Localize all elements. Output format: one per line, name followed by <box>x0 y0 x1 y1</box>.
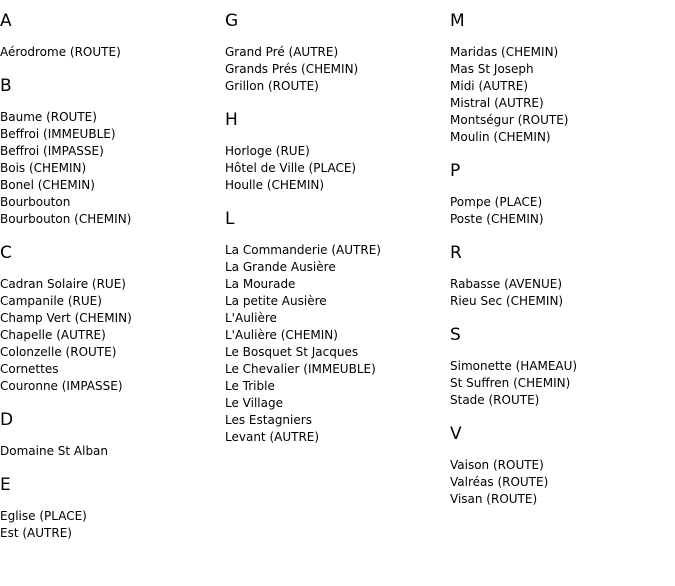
street-entry[interactable]: Cornettes <box>0 362 59 376</box>
street-entry[interactable]: Midi (AUTRE) <box>450 79 529 93</box>
street-entry[interactable]: La Grande Ausière <box>225 260 336 274</box>
street-entry[interactable]: St Suffren (CHEMIN) <box>450 376 571 390</box>
street-entry[interactable]: Montségur (ROUTE) <box>450 113 569 127</box>
street-entry[interactable]: La Commanderie (AUTRE) <box>225 243 381 257</box>
letter-heading-l: L <box>225 209 235 229</box>
street-entry[interactable]: Baume (ROUTE) <box>0 110 97 124</box>
street-entry[interactable]: L'Aulière <box>225 311 277 325</box>
entry-list-b <box>0 109 220 228</box>
street-entry[interactable]: Bourbouton <box>0 195 71 209</box>
entry-list-v <box>450 457 670 508</box>
street-entry[interactable]: Rabasse (AVENUE) <box>450 277 563 291</box>
letter-group-c <box>0 242 220 395</box>
entry-list-l <box>225 242 445 446</box>
letter-heading-a: A <box>0 11 12 31</box>
letter-group-d <box>0 409 220 460</box>
street-entry[interactable]: Bois (CHEMIN) <box>0 161 87 175</box>
entry-list-e <box>0 508 220 542</box>
letter-group-r <box>450 242 670 310</box>
street-entry[interactable]: Le Village <box>225 396 283 410</box>
street-entry[interactable]: Le Chevalier (IMMEUBLE) <box>225 362 376 376</box>
letter-heading-h: H <box>225 110 238 130</box>
street-entry[interactable]: Champ Vert (CHEMIN) <box>0 311 132 325</box>
index-column-3 <box>450 10 670 522</box>
street-entry[interactable]: La Mourade <box>225 277 296 291</box>
street-entry[interactable]: Beffroi (IMPASSE) <box>0 144 104 158</box>
entry-list-c <box>0 276 220 395</box>
street-entry[interactable]: Stade (ROUTE) <box>450 393 540 407</box>
letter-heading-c: C <box>0 243 12 263</box>
entry-list-r <box>450 276 670 310</box>
street-entry[interactable]: Moulin (CHEMIN) <box>450 130 551 144</box>
street-entry[interactable]: Maridas (CHEMIN) <box>450 45 559 59</box>
entry-list-a <box>0 44 220 61</box>
entry-list-d <box>0 443 220 460</box>
letter-heading-b: B <box>0 76 12 96</box>
street-entry[interactable]: Grillon (ROUTE) <box>225 79 319 93</box>
street-entry[interactable]: Bourbouton (CHEMIN) <box>0 212 132 226</box>
street-entry[interactable]: Beffroi (IMMEUBLE) <box>0 127 116 141</box>
letter-heading-p: P <box>450 161 461 181</box>
street-entry[interactable]: Simonette (HAMEAU) <box>450 359 578 373</box>
letter-group-s <box>450 324 670 409</box>
street-entry[interactable]: Hôtel de Ville (PLACE) <box>225 161 357 175</box>
letter-group-h <box>225 109 445 194</box>
street-entry[interactable]: Les Estagniers <box>225 413 312 427</box>
street-entry[interactable]: Le Bosquet St Jacques <box>225 345 359 359</box>
street-entry[interactable]: Grand Pré (AUTRE) <box>225 45 339 59</box>
letter-heading-m: M <box>450 11 465 31</box>
street-entry[interactable]: Chapelle (AUTRE) <box>0 328 106 342</box>
street-entry[interactable]: Pompe (PLACE) <box>450 195 543 209</box>
street-entry[interactable]: Mas St Joseph <box>450 62 534 76</box>
street-entry[interactable]: Eglise (PLACE) <box>0 509 87 523</box>
street-entry[interactable]: Vaison (ROUTE) <box>450 458 544 472</box>
letter-group-a <box>0 10 220 61</box>
entry-list-h <box>225 143 445 194</box>
street-entry[interactable]: Est (AUTRE) <box>0 526 72 540</box>
letter-group-m <box>450 10 670 146</box>
letter-group-v <box>450 423 670 508</box>
letter-group-p <box>450 160 670 228</box>
entry-list-s <box>450 358 670 409</box>
street-entry[interactable]: Campanile (RUE) <box>0 294 102 308</box>
index-column-2 <box>225 10 445 460</box>
entry-list-g <box>225 44 445 95</box>
street-entry[interactable]: Bonel (CHEMIN) <box>0 178 95 192</box>
letter-heading-s: S <box>450 325 461 345</box>
index-column-1 <box>0 10 220 556</box>
street-entry[interactable]: Le Trible <box>225 379 275 393</box>
street-entry[interactable]: Poste (CHEMIN) <box>450 212 544 226</box>
street-entry[interactable]: Colonzelle (ROUTE) <box>0 345 117 359</box>
street-entry[interactable]: Visan (ROUTE) <box>450 492 538 506</box>
letter-heading-e: E <box>0 475 11 495</box>
street-entry[interactable]: Cadran Solaire (RUE) <box>0 277 126 291</box>
street-entry[interactable]: Mistral (AUTRE) <box>450 96 544 110</box>
street-entry[interactable]: Valréas (ROUTE) <box>450 475 549 489</box>
letter-heading-v: V <box>450 424 462 444</box>
street-entry[interactable]: Domaine St Alban <box>0 444 109 458</box>
letter-group-l <box>225 208 445 446</box>
street-entry[interactable]: Levant (AUTRE) <box>225 430 320 444</box>
street-entry[interactable]: Horloge (RUE) <box>225 144 310 158</box>
letter-group-g <box>225 10 445 95</box>
street-entry[interactable]: L'Aulière (CHEMIN) <box>225 328 338 342</box>
letter-group-b <box>0 75 220 228</box>
street-entry[interactable]: Couronne (IMPASSE) <box>0 379 123 393</box>
street-entry[interactable]: Grands Prés (CHEMIN) <box>225 62 359 76</box>
entry-list-p <box>450 194 670 228</box>
entry-list-m <box>450 44 670 146</box>
letter-group-e <box>0 474 220 542</box>
letter-heading-d: D <box>0 410 14 430</box>
street-entry[interactable]: Rieu Sec (CHEMIN) <box>450 294 564 308</box>
street-entry[interactable]: Aérodrome (ROUTE) <box>0 45 121 59</box>
letter-heading-g: G <box>225 11 239 31</box>
street-entry[interactable]: Houlle (CHEMIN) <box>225 178 325 192</box>
street-entry[interactable]: La petite Ausière <box>225 294 327 308</box>
letter-heading-r: R <box>450 243 462 263</box>
